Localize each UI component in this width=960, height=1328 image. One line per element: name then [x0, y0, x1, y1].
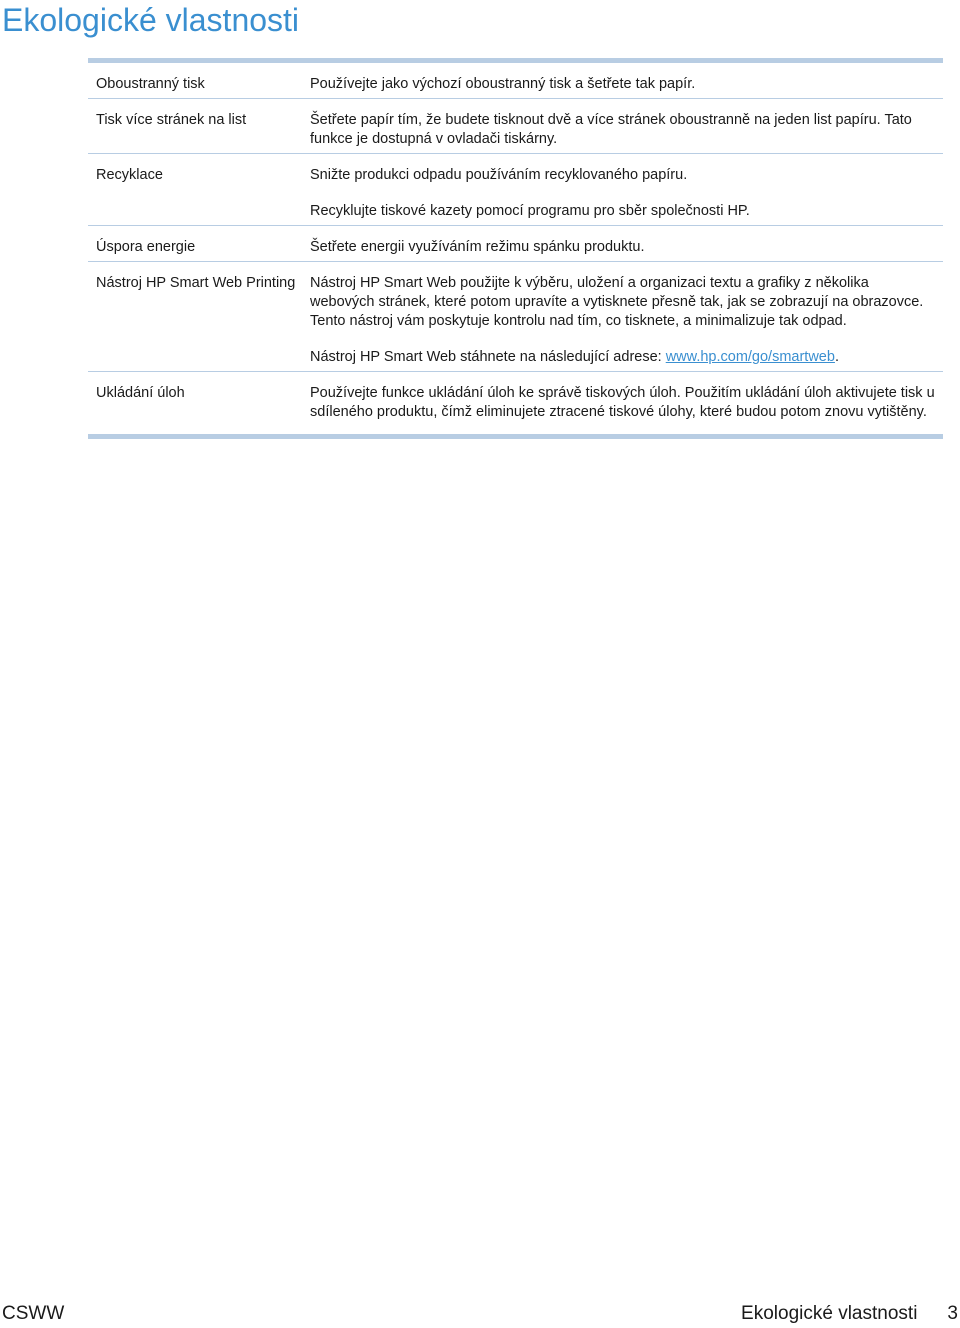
table-row: [88, 99, 943, 154]
feature-description: Snižte produkci odpadu používáním recyklovaného papíru. Recyklujte tiskové kazety pomocí programu pro sběr společnosti HP.: [310, 154, 943, 226]
feature-description: Šetřete papír tím, že budete tisknout dvě a více stránek oboustranně na jeden list papíru. Tato funkce je dostupná v ovladači tiskárny.: [310, 99, 943, 154]
table-row: [88, 154, 943, 226]
table-row: [88, 61, 943, 99]
eco-features-table: [88, 58, 943, 439]
table-row: [88, 372, 943, 437]
feature-name: Úspora energie: [88, 226, 310, 262]
footer-section: [741, 1302, 958, 1326]
table-row: [88, 226, 943, 262]
footer-doc-code: CSWW: [2, 1303, 65, 1324]
feature-name: Tisk více stránek na list: [88, 99, 310, 154]
feature-name: Oboustranný tisk: [96, 76, 205, 92]
table-row: [88, 262, 943, 372]
feature-description: Používejte funkce ukládání úloh ke správě tiskových úloh. Použitím ukládání úloh aktivujete tisk u sdíleného produktu, čímž eliminujete ztracené tiskové úlohy, které budou potom znovu vytištěny.: [310, 372, 943, 437]
page-number: 3: [947, 1303, 958, 1324]
feature-description: Nástroj HP Smart Web použijte k výběru, uložení a organizaci textu a grafiky z několika webových stránek, které potom upravíte a vytisknete přesně tak, jak se zobrazují na obrazovce. Tento nástroj vám poskytuje kontrolu nad tím, co tisknete, a minimalizuje tak odpad. Nástroj HP Smart Web stáhnete na následující adrese: www.hp.com/go/smartweb.: [310, 262, 943, 372]
feature-name: Ukládání úloh: [88, 372, 310, 437]
page-title: Ekologické vlastnosti: [2, 2, 300, 38]
feature-description: Používejte jako výchozí oboustranný tisk a šetřete tak papír.: [310, 76, 696, 92]
feature-description: Šetřete energii využíváním režimu spánku produktu.: [310, 226, 943, 262]
smartweb-link[interactable]: www.hp.com/go/smartweb: [665, 349, 835, 365]
footer-section-title: Ekologické vlastnosti: [741, 1303, 918, 1324]
feature-name: Nástroj HP Smart Web Printing: [88, 262, 310, 372]
feature-name: Recyklace: [88, 154, 310, 226]
